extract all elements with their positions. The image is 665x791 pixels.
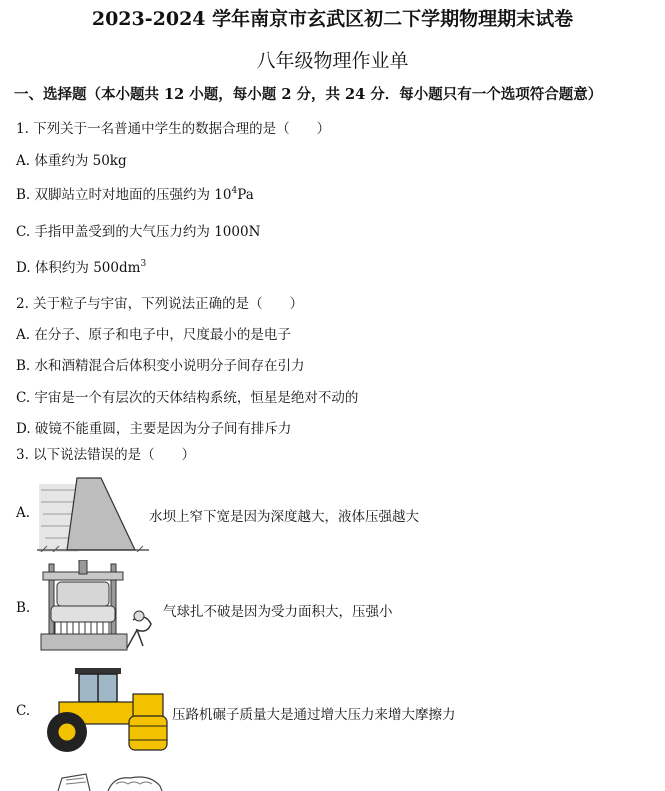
q1-option-b-exponent: 4 (231, 186, 238, 196)
q1-stem: 1. 下列关于一名普通中学生的数据合理的是（ ） (16, 121, 331, 137)
section-heading: 一、选择题（本小题共 12 小题，每小题 2 分，共 24 分．每小题只有一个选项符合题意） (14, 86, 603, 103)
q1-option-d-exponent: 3 (140, 259, 147, 269)
q2-option-a: A. 在分子、原子和电子中，尺度最小的是电子 (16, 327, 291, 343)
q3-stem: 3. 以下说法错误的是（ ） (16, 447, 196, 463)
q2-option-d: D. 破镜不能重圆，主要是因为分子间有排斥力 (16, 421, 292, 437)
q1-option-d: D. 体积约为 $500dm^3$ (16, 259, 147, 276)
dam-image (37, 476, 149, 552)
q2-stem: 2. 关于粒子与宇宙，下列说法正确的是（ ） (16, 296, 304, 312)
q3-option-d-image-partial (56, 772, 164, 791)
road-roller-image (37, 664, 171, 756)
q1-option-c: C. 手指甲盖受到的大气压力约为 1000N (16, 224, 261, 240)
q3-option-b-text: 气球扎不破是因为受力面积大，压强小 (163, 604, 393, 620)
q3-option-c-label: C. (16, 703, 31, 719)
q2-option-b: B. 水和酒精混合后体积变小说明分子间存在引力 (16, 358, 305, 374)
exam-title: 2023-2024 学年南京市玄武区初二下学期物理期末试卷 (91, 8, 574, 30)
nail-bed-balloon-image (37, 560, 161, 656)
q3-option-b-label: B. (16, 600, 31, 616)
q1-option-b: B. 双脚站立时对地面的压强约为 $10^4Pa$ (16, 186, 254, 203)
q3-option-a-text: 水坝上窄下宽是因为深度越大，液体压强越大 (149, 509, 419, 525)
q1-option-a: A. 体重约为 50kg (16, 153, 127, 169)
exam-subtitle: 八年级物理作业单 (256, 50, 409, 72)
q3-option-a-label: A. (16, 505, 31, 521)
q3-option-c-text: 压路机碾子质量大是通过增大压力来增大摩擦力 (172, 707, 456, 723)
q2-option-c: C. 宇宙是一个有层次的天体结构系统，恒星是绝对不动的 (16, 390, 359, 406)
